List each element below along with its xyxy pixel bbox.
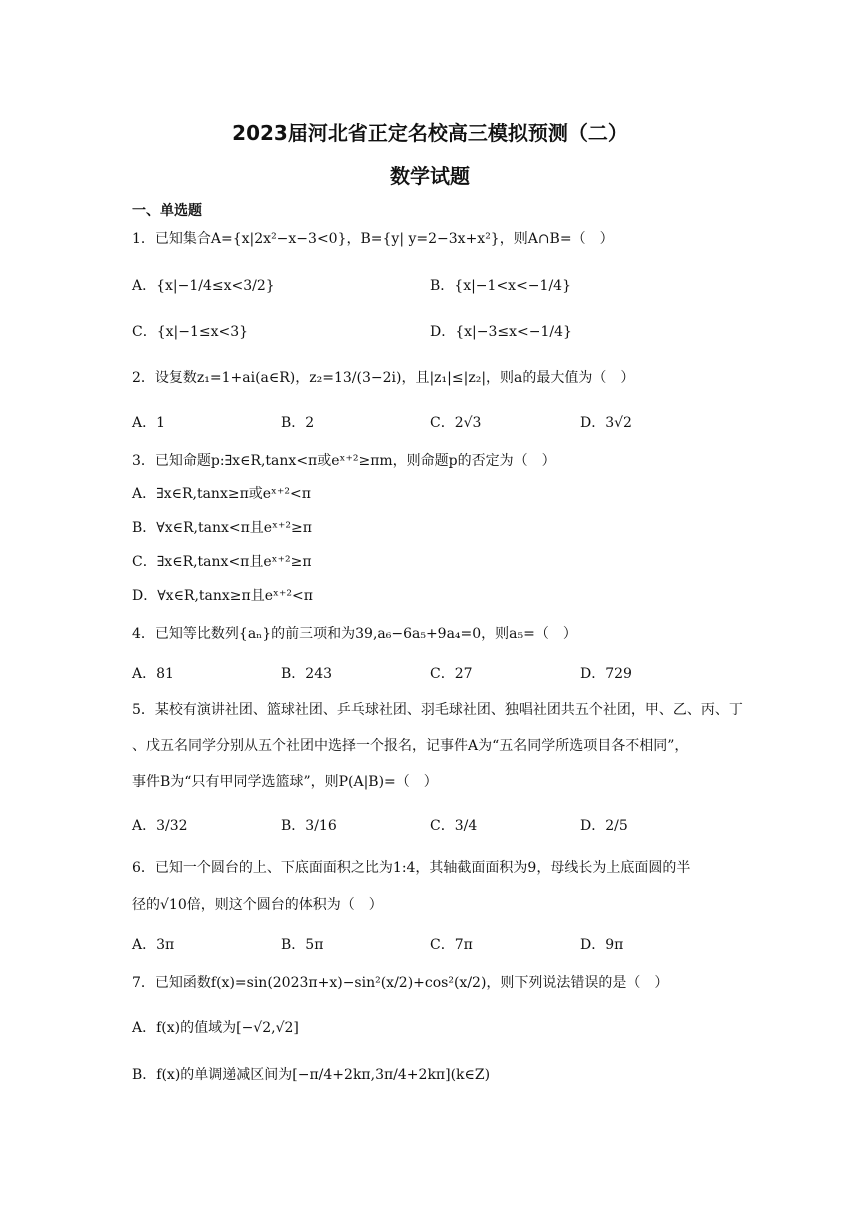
question-1-stem: 1．已知集合A={x|2x²−x−3<0}，B={y| y=2−3x+x²}，则A∩B=（ ） <box>132 231 614 247</box>
question-7-option-b: B．f(x)的单调递减区间为[−π/4+2kπ,3π/4+2kπ](k∈Z) <box>132 1067 491 1083</box>
question-6-option-a: A．3π <box>132 937 175 953</box>
question-1-option-c: C．{x|−1≤x<3} <box>132 324 249 340</box>
question-3-option-a: A．∃x∈R,tanx≥π或eˣ⁺²<π <box>132 486 311 502</box>
question-4-option-c: C．27 <box>430 666 473 682</box>
question-5-stem-line-1: 5．某校有演讲社团、篮球社团、乒乓球社团、羽毛球社团、独唱社团共五个社团，甲、乙、丙、丁 <box>132 702 743 718</box>
question-4-option-a: A．81 <box>132 666 174 682</box>
page-subtitle: 数学试题 <box>390 164 470 188</box>
question-2-option-a: A．1 <box>132 415 166 431</box>
question-2-stem: 2．设复数z₁=1+ai(a∈R)，z₂=13/(3−2i)，且|z₁|≤|z₂|，则a的最大值为（ ） <box>132 370 635 386</box>
question-5-option-b: B．3/16 <box>281 818 337 834</box>
question-6-stem-line-1: 6．已知一个圆台的上、下底面面积之比为1:4，其轴截面面积为9，母线长为上底面圆的半 <box>132 860 691 876</box>
question-7-option-a: A．f(x)的值域为[−√2,√2] <box>132 1020 299 1036</box>
question-6-option-b: B．5π <box>281 937 324 953</box>
question-3-option-b: B．∀x∈R,tanx<π且eˣ⁺²≥π <box>132 520 312 536</box>
question-6-option-c: C．7π <box>430 937 473 953</box>
question-6-option-d: D．9π <box>580 937 624 953</box>
page-title: 2023届河北省正定名校高三模拟预测（二） <box>232 121 628 145</box>
question-5-option-d: D．2/5 <box>580 818 628 834</box>
question-2-option-c: C．2√3 <box>430 415 482 431</box>
question-5-option-a: A．3/32 <box>132 818 188 834</box>
question-4-option-b: B．243 <box>281 666 333 682</box>
question-2-option-d: D．3√2 <box>580 415 632 431</box>
section-heading: 一、单选题 <box>132 203 202 219</box>
question-5-stem-line-3: 事件B为“只有甲同学选篮球”，则P(A|B)=（ ） <box>132 774 438 790</box>
question-2-option-b: B．2 <box>281 415 315 431</box>
question-5-option-c: C．3/4 <box>430 818 478 834</box>
question-4-option-d: D．729 <box>580 666 632 682</box>
question-5-stem-line-2: 、戊五名同学分别从五个社团中选择一个报名，记事件A为“五名同学所选项目各不相同”， <box>132 738 689 754</box>
question-7-stem: 7．已知函数f(x)=sin(2023π+x)−sin²(x/2)+cos²(x/2)，则下列说法错误的是（ ） <box>132 975 669 991</box>
question-1-option-d: D．{x|−3≤x<−1/4} <box>430 324 572 340</box>
question-3-option-c: C．∃x∈R,tanx<π且eˣ⁺²≥π <box>132 554 312 570</box>
question-6-stem-line-2: 径的√10倍，则这个圆台的体积为（ ） <box>132 897 383 913</box>
question-3-stem: 3．已知命题p:∃x∈R,tanx<π或eˣ⁺²≥πm，则命题p的否定为（ ） <box>132 453 556 469</box>
question-1-option-b: B．{x|−1<x<−1/4} <box>430 278 571 294</box>
question-3-option-d: D．∀x∈R,tanx≥π且eˣ⁺²<π <box>132 588 313 604</box>
question-4-stem: 4．已知等比数列{aₙ}的前三项和为39,a₆−6a₅+9a₄=0，则a₅=（ ） <box>132 626 577 642</box>
question-1-option-a: A．{x|−1/4≤x<3/2} <box>132 278 275 294</box>
